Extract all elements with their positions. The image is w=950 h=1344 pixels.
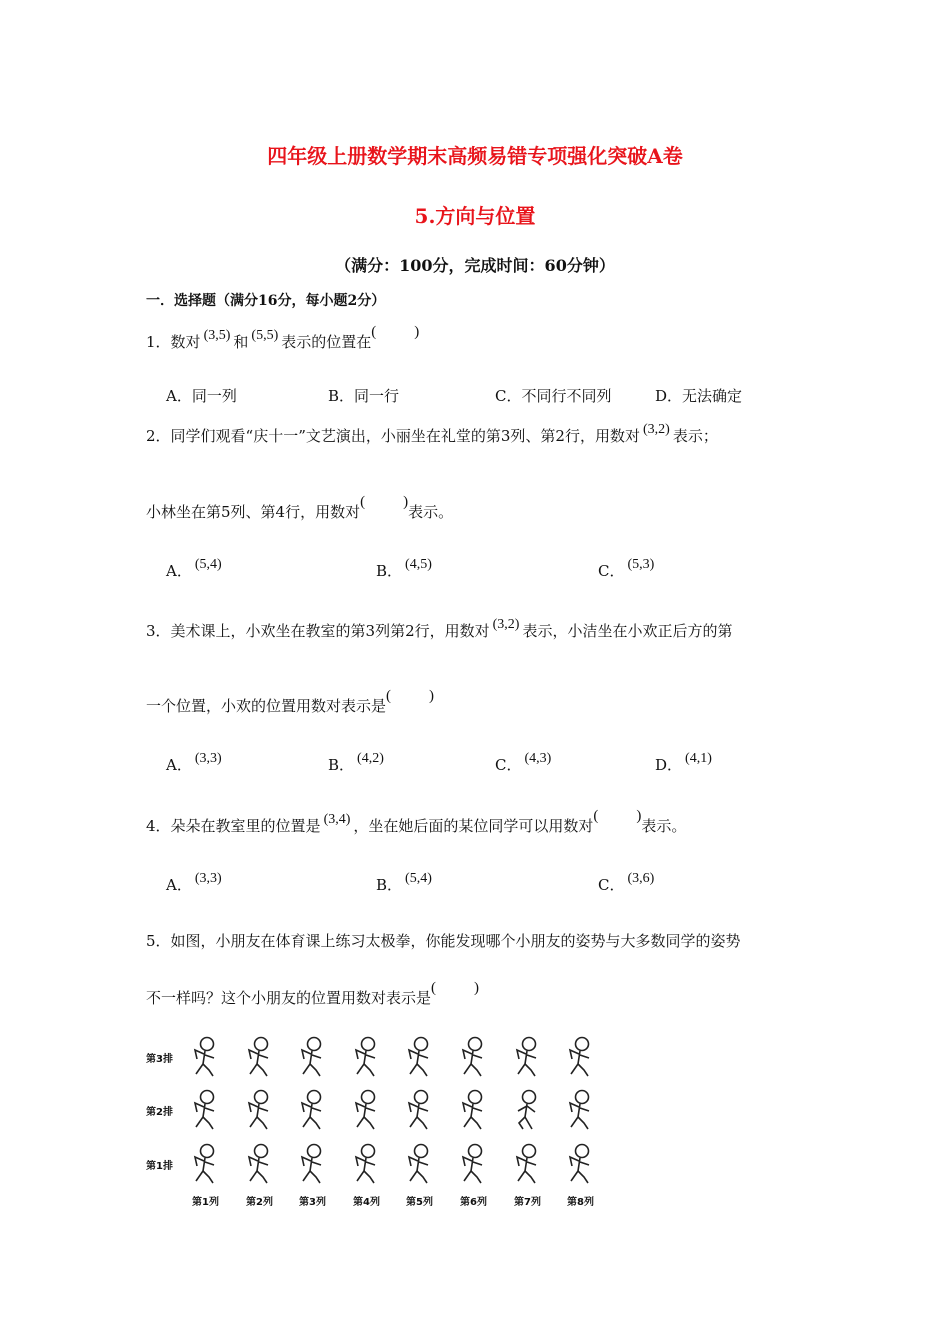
- q1-text-3: 表示的位置在: [281, 333, 372, 351]
- option-pair: (5,4): [194, 557, 222, 572]
- q1-number: 1．: [146, 333, 171, 351]
- question-4: [146, 808, 687, 836]
- stick-figure: [249, 1091, 268, 1130]
- answer-blank[interactable]: ( ): [360, 494, 409, 510]
- stick-figure: [463, 1145, 482, 1184]
- option-pair: (4,5): [405, 557, 432, 572]
- q1-option-d[interactable]: D．无法确定: [655, 387, 743, 405]
- q3-option-c[interactable]: C． (4,3): [495, 751, 552, 774]
- q2-option-c[interactable]: C． (5,3): [598, 557, 655, 580]
- answer-blank[interactable]: ( ): [431, 980, 480, 996]
- stick-figure: [302, 1038, 321, 1077]
- stick-figure: [518, 1091, 536, 1130]
- stick-figure: [195, 1091, 214, 1130]
- q5-number: 5．: [146, 932, 171, 950]
- answer-blank[interactable]: ( ): [386, 688, 435, 704]
- q3-option-d[interactable]: D． (4,1): [655, 751, 712, 774]
- tai-chi-figure-grid: [185, 1030, 615, 1190]
- q3-pair-1: (3,2): [492, 617, 520, 632]
- q4-text-2: ，坐在她后面的某位同学可以用数对: [353, 817, 594, 835]
- q2-pair-1: (3,2): [642, 422, 670, 437]
- stick-figure: [302, 1145, 321, 1184]
- col-label-7: 第7列: [514, 1197, 541, 1208]
- q4-number: 4．: [146, 817, 171, 835]
- stick-figure: [356, 1091, 375, 1130]
- q1-text-1: 数对: [170, 333, 201, 351]
- stick-figure: [356, 1145, 375, 1184]
- col-label-8: 第8列: [567, 1197, 594, 1208]
- q1-pair-1: (3,5): [203, 328, 231, 343]
- stick-figure: [195, 1145, 214, 1184]
- stick-figure: [517, 1145, 536, 1184]
- q4-pair-1: (3,4): [323, 812, 351, 827]
- stick-figure: [570, 1145, 589, 1184]
- q1-option-c[interactable]: C．不同行不同列: [495, 387, 612, 405]
- row-label-2: 第2排: [146, 1107, 173, 1118]
- option-pair: (4,1): [685, 751, 712, 766]
- q2-option-a[interactable]: A． (5,4): [166, 557, 222, 580]
- stick-figure: [570, 1091, 589, 1130]
- document-title: 四年级上册数学期末高频易错专项强化突破A卷: [267, 144, 683, 168]
- stick-figure: [570, 1038, 589, 1077]
- col-label-6: 第6列: [460, 1197, 487, 1208]
- option-pair: (3,6): [627, 871, 655, 886]
- col-label-4: 第4列: [353, 1197, 380, 1208]
- q3-text-3: 一个位置，小欢的位置用数对表示是: [146, 697, 387, 715]
- q2-number: 2．: [146, 427, 171, 445]
- question-2: [146, 422, 718, 446]
- question-1: [146, 324, 420, 352]
- q2-option-b[interactable]: B． (4,5): [376, 557, 432, 580]
- q3-option-a[interactable]: A． (3,3): [166, 751, 222, 774]
- option-pair: (3,3): [194, 751, 222, 766]
- row-label-3: 第3排: [146, 1054, 173, 1065]
- q3-text-1: 美术课上，小欢坐在教室的第3列第2行，用数对: [170, 622, 490, 640]
- q4-text-1: 朵朵在教室里的位置是: [170, 817, 321, 835]
- question-3: [146, 617, 733, 641]
- option-pair: (5,3): [627, 557, 655, 572]
- col-label-1: 第1列: [192, 1197, 219, 1208]
- q1-pair-2: (5,5): [251, 328, 279, 343]
- q5-text-2: 不一样吗？这个小朋友的位置用数对表示是: [146, 989, 432, 1007]
- section-heading: 一．选择题（满分16分，每小题2分）: [146, 293, 386, 309]
- option-pair: (4,3): [524, 751, 552, 766]
- q1-option-b[interactable]: B．同一行: [328, 387, 400, 405]
- stick-figure: [356, 1038, 375, 1077]
- q5-text-1: 如图，小朋友在体育课上练习太极拳，你能发现哪个小朋友的姿势与大多数同学的姿势: [170, 932, 741, 950]
- q4-option-b[interactable]: B． (5,4): [376, 871, 432, 894]
- col-label-5: 第5列: [406, 1197, 433, 1208]
- q4-option-a[interactable]: A． (3,3): [166, 871, 222, 894]
- col-label-2: 第2列: [246, 1197, 273, 1208]
- stick-figure: [409, 1145, 428, 1184]
- stick-figure: [249, 1038, 268, 1077]
- stick-figure: [409, 1038, 428, 1077]
- q4-text-3: 表示。: [641, 817, 687, 835]
- score-info: （满分：100分，完成时间：60分钟）: [335, 256, 615, 275]
- answer-blank[interactable]: ( ): [593, 808, 642, 824]
- stick-figure: [302, 1091, 321, 1130]
- q2-text-1: 同学们观看“庆十一”文艺演出，小丽坐在礼堂的第3列、第2行，用数对: [170, 427, 640, 445]
- stick-figure: [463, 1091, 482, 1130]
- stick-figure: [195, 1038, 214, 1077]
- question-5-line-2: [146, 980, 480, 1008]
- q2-text-4: 表示。: [408, 503, 454, 521]
- q2-text-3: 小林坐在第5列、第4行，用数对: [146, 503, 361, 521]
- question-3-line-2: [146, 688, 435, 716]
- q3-option-b[interactable]: B． (4,2): [328, 751, 384, 774]
- col-label-3: 第3列: [299, 1197, 326, 1208]
- q4-option-c[interactable]: C． (3,6): [598, 871, 655, 894]
- document-subtitle: 5.方向与位置: [414, 204, 536, 228]
- q3-number: 3．: [146, 622, 171, 640]
- question-5: [146, 930, 741, 951]
- q1-option-a[interactable]: A．同一列: [166, 387, 237, 405]
- answer-blank[interactable]: ( ): [371, 324, 420, 340]
- stick-figure: [409, 1091, 428, 1130]
- option-pair: (5,4): [405, 871, 432, 886]
- stick-figure: [249, 1145, 268, 1184]
- question-2-line-2: [146, 494, 454, 522]
- stick-figure: [517, 1038, 536, 1077]
- q2-text-2: 表示；: [672, 427, 718, 445]
- q1-text-2: 和: [233, 333, 249, 351]
- q3-text-2: 表示，小洁坐在小欢正后方的第: [522, 622, 733, 640]
- row-label-1: 第1排: [146, 1161, 173, 1172]
- stick-figure: [463, 1038, 482, 1077]
- option-pair: (4,2): [357, 751, 384, 766]
- option-pair: (3,3): [194, 871, 222, 886]
